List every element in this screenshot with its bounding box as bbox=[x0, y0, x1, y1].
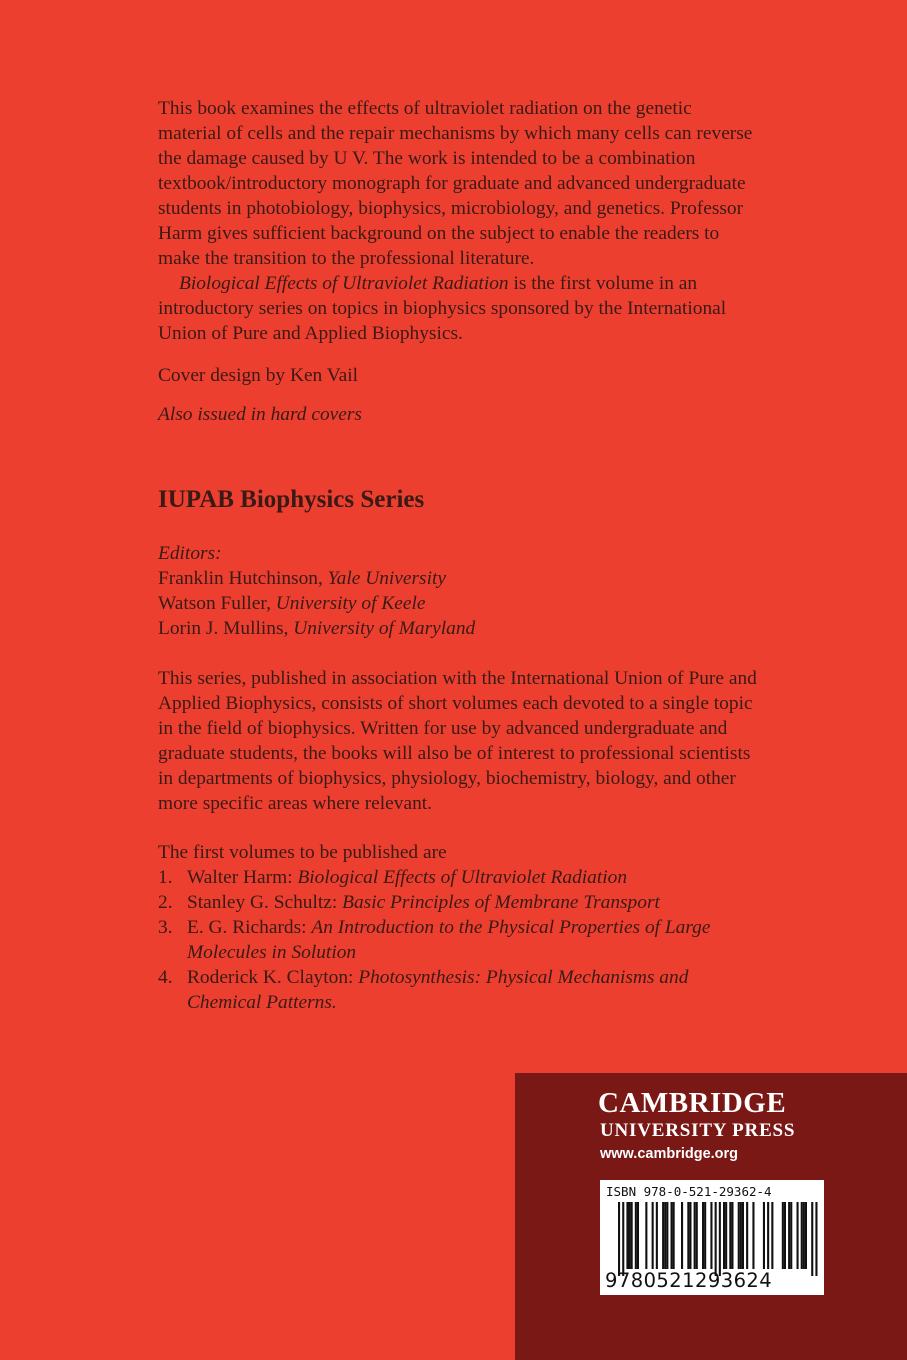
isbn-label: ISBN 978-0-521-29362-4 bbox=[606, 1184, 772, 1199]
barcode-bar bbox=[664, 1202, 666, 1269]
volume-title: Basic Principles of Membrane Transport bbox=[342, 892, 660, 913]
cover-design-credit: Cover design by Ken Vail bbox=[158, 365, 358, 386]
barcode-bar bbox=[738, 1202, 740, 1269]
hardcover-note: Also issued in hard covers bbox=[158, 404, 362, 425]
barcode-bar bbox=[626, 1202, 628, 1269]
barcode-bar bbox=[710, 1202, 712, 1269]
publisher-block bbox=[515, 1073, 907, 1360]
publisher-press: UNIVERSITY PRESS bbox=[600, 1120, 796, 1141]
barcode-bar bbox=[729, 1202, 731, 1269]
volume-entry bbox=[187, 915, 778, 965]
barcode bbox=[600, 1180, 824, 1295]
barcode-bar bbox=[631, 1202, 633, 1269]
barcode-digits: 9780521293624 bbox=[605, 1269, 773, 1292]
editor-affiliation: University of Maryland bbox=[293, 618, 476, 639]
editor-entry bbox=[158, 591, 758, 616]
series-description: This series, published in association with the International Union of Pure and Applied Biophysics, consists of short volumes each devoted to a single topic in the field of biophysics. Written for use by advanced undergraduate and graduate students, the books will also be of interest to professional scientists in departments of biophysics, physiology, biochemistry, biology, and other more specific areas where relevant. bbox=[158, 668, 757, 814]
volume-number: 1. bbox=[158, 867, 173, 888]
barcode-bar bbox=[687, 1202, 689, 1269]
volumes-intro: The first volumes to be published are bbox=[158, 842, 447, 863]
barcode-bar bbox=[652, 1202, 654, 1269]
barcode-bar bbox=[746, 1202, 748, 1269]
barcode-bar bbox=[689, 1202, 691, 1269]
barcode-bar bbox=[666, 1202, 668, 1269]
barcode-bar bbox=[803, 1202, 805, 1269]
series-title: IUPAB Biophysics Series bbox=[158, 486, 425, 513]
volume-number: 3. bbox=[158, 917, 173, 938]
list-item bbox=[158, 915, 778, 965]
barcode-bar bbox=[719, 1202, 721, 1276]
editor-affiliation: Yale University bbox=[327, 568, 446, 589]
publisher-url: www.cambridge.org bbox=[600, 1146, 739, 1162]
barcode-bar bbox=[696, 1202, 698, 1269]
volume-entry bbox=[187, 965, 778, 1015]
barcode-bar bbox=[740, 1202, 742, 1269]
barcode-bar bbox=[645, 1202, 647, 1269]
series-editors bbox=[158, 541, 758, 641]
barcode-bar bbox=[811, 1202, 813, 1276]
barcode-bar bbox=[704, 1202, 706, 1269]
barcode-bar bbox=[782, 1202, 784, 1269]
volume-author: Walter Harm: bbox=[187, 867, 298, 888]
barcode-bar bbox=[784, 1202, 786, 1269]
volume-number: 4. bbox=[158, 967, 173, 988]
list-item bbox=[158, 965, 778, 1015]
barcode-bar bbox=[715, 1202, 717, 1276]
volume-entry bbox=[187, 865, 778, 890]
editor-affiliation: University of Keele bbox=[275, 593, 426, 614]
editor-name: Franklin Hutchinson, bbox=[158, 568, 328, 589]
barcode-bar bbox=[702, 1202, 704, 1269]
barcode-bar bbox=[742, 1202, 744, 1269]
barcode-bar bbox=[694, 1202, 696, 1269]
volume-entry bbox=[187, 890, 778, 915]
description-paragraph-2-text: is the first volume in an introductory series on topics in biophysics sponsored by the International Union of Pure and Applied Biophysics. bbox=[158, 273, 727, 344]
barcode-bar bbox=[618, 1202, 620, 1276]
barcode-bar bbox=[671, 1202, 673, 1269]
editor-entry bbox=[158, 566, 758, 591]
barcode-bar bbox=[656, 1202, 658, 1269]
barcode-bar bbox=[767, 1202, 769, 1269]
volume-number: 2. bbox=[158, 892, 173, 913]
barcode-bar bbox=[723, 1202, 725, 1269]
barcode-bar bbox=[622, 1202, 624, 1276]
list-item bbox=[158, 890, 778, 915]
volume-author: Stanley G. Schultz: bbox=[187, 892, 343, 913]
volume-author: E. G. Richards: bbox=[187, 917, 312, 938]
volume-title: Biological Effects of Ultraviolet Radiation bbox=[297, 867, 628, 888]
book-title-reference: Biological Effects of Ultraviolet Radiation bbox=[179, 273, 509, 294]
description-paragraph-1: This book examines the effects of ultraviolet radiation on the genetic material of cells and the repair mechanisms by which many cells can reverse the damage caused by U V. The work is intended to be a combination textbook/introductory monograph for graduate and advanced undergraduate students in photobiology, biophysics, microbiology, and genetics. Professor Harm gives sufficient background on the subject to enable the readers to make the transition to the professional literature. bbox=[158, 98, 753, 269]
editor-name: Watson Fuller, bbox=[158, 593, 276, 614]
barcode-bar bbox=[662, 1202, 664, 1269]
barcode-bar bbox=[731, 1202, 733, 1269]
barcode-bar bbox=[752, 1202, 754, 1269]
book-description bbox=[158, 96, 758, 427]
volumes-section bbox=[158, 840, 778, 1015]
barcode-bar bbox=[673, 1202, 675, 1269]
volume-author: Roderick K. Clayton: bbox=[187, 967, 359, 988]
list-item bbox=[158, 865, 778, 890]
barcode-bar bbox=[725, 1202, 727, 1269]
barcode-bar bbox=[771, 1202, 773, 1269]
barcode-bar bbox=[629, 1202, 631, 1269]
barcode-bar bbox=[763, 1202, 765, 1269]
barcode-bar bbox=[681, 1202, 683, 1269]
volume-title: Photosynthesis: Physical Mechanisms and Chemical Patterns. bbox=[187, 967, 689, 1013]
editor-entry bbox=[158, 616, 758, 641]
barcode-bar bbox=[790, 1202, 792, 1269]
description-paragraph-2 bbox=[158, 271, 758, 346]
barcode-bar bbox=[801, 1202, 803, 1269]
barcode-bar bbox=[815, 1202, 817, 1276]
publisher-name: CAMBRIDGE bbox=[598, 1087, 787, 1119]
barcode-bar bbox=[637, 1202, 639, 1269]
barcode-bar bbox=[805, 1202, 807, 1269]
barcode-bar bbox=[797, 1202, 799, 1269]
editors-label: Editors: bbox=[158, 543, 222, 564]
barcode-bar bbox=[635, 1202, 637, 1269]
volume-title: An Introduction to the Physical Properties of Large Molecules in Solution bbox=[187, 917, 711, 963]
volumes-list bbox=[158, 865, 778, 1015]
editor-name: Lorin J. Mullins, bbox=[158, 618, 294, 639]
barcode-bar bbox=[788, 1202, 790, 1269]
